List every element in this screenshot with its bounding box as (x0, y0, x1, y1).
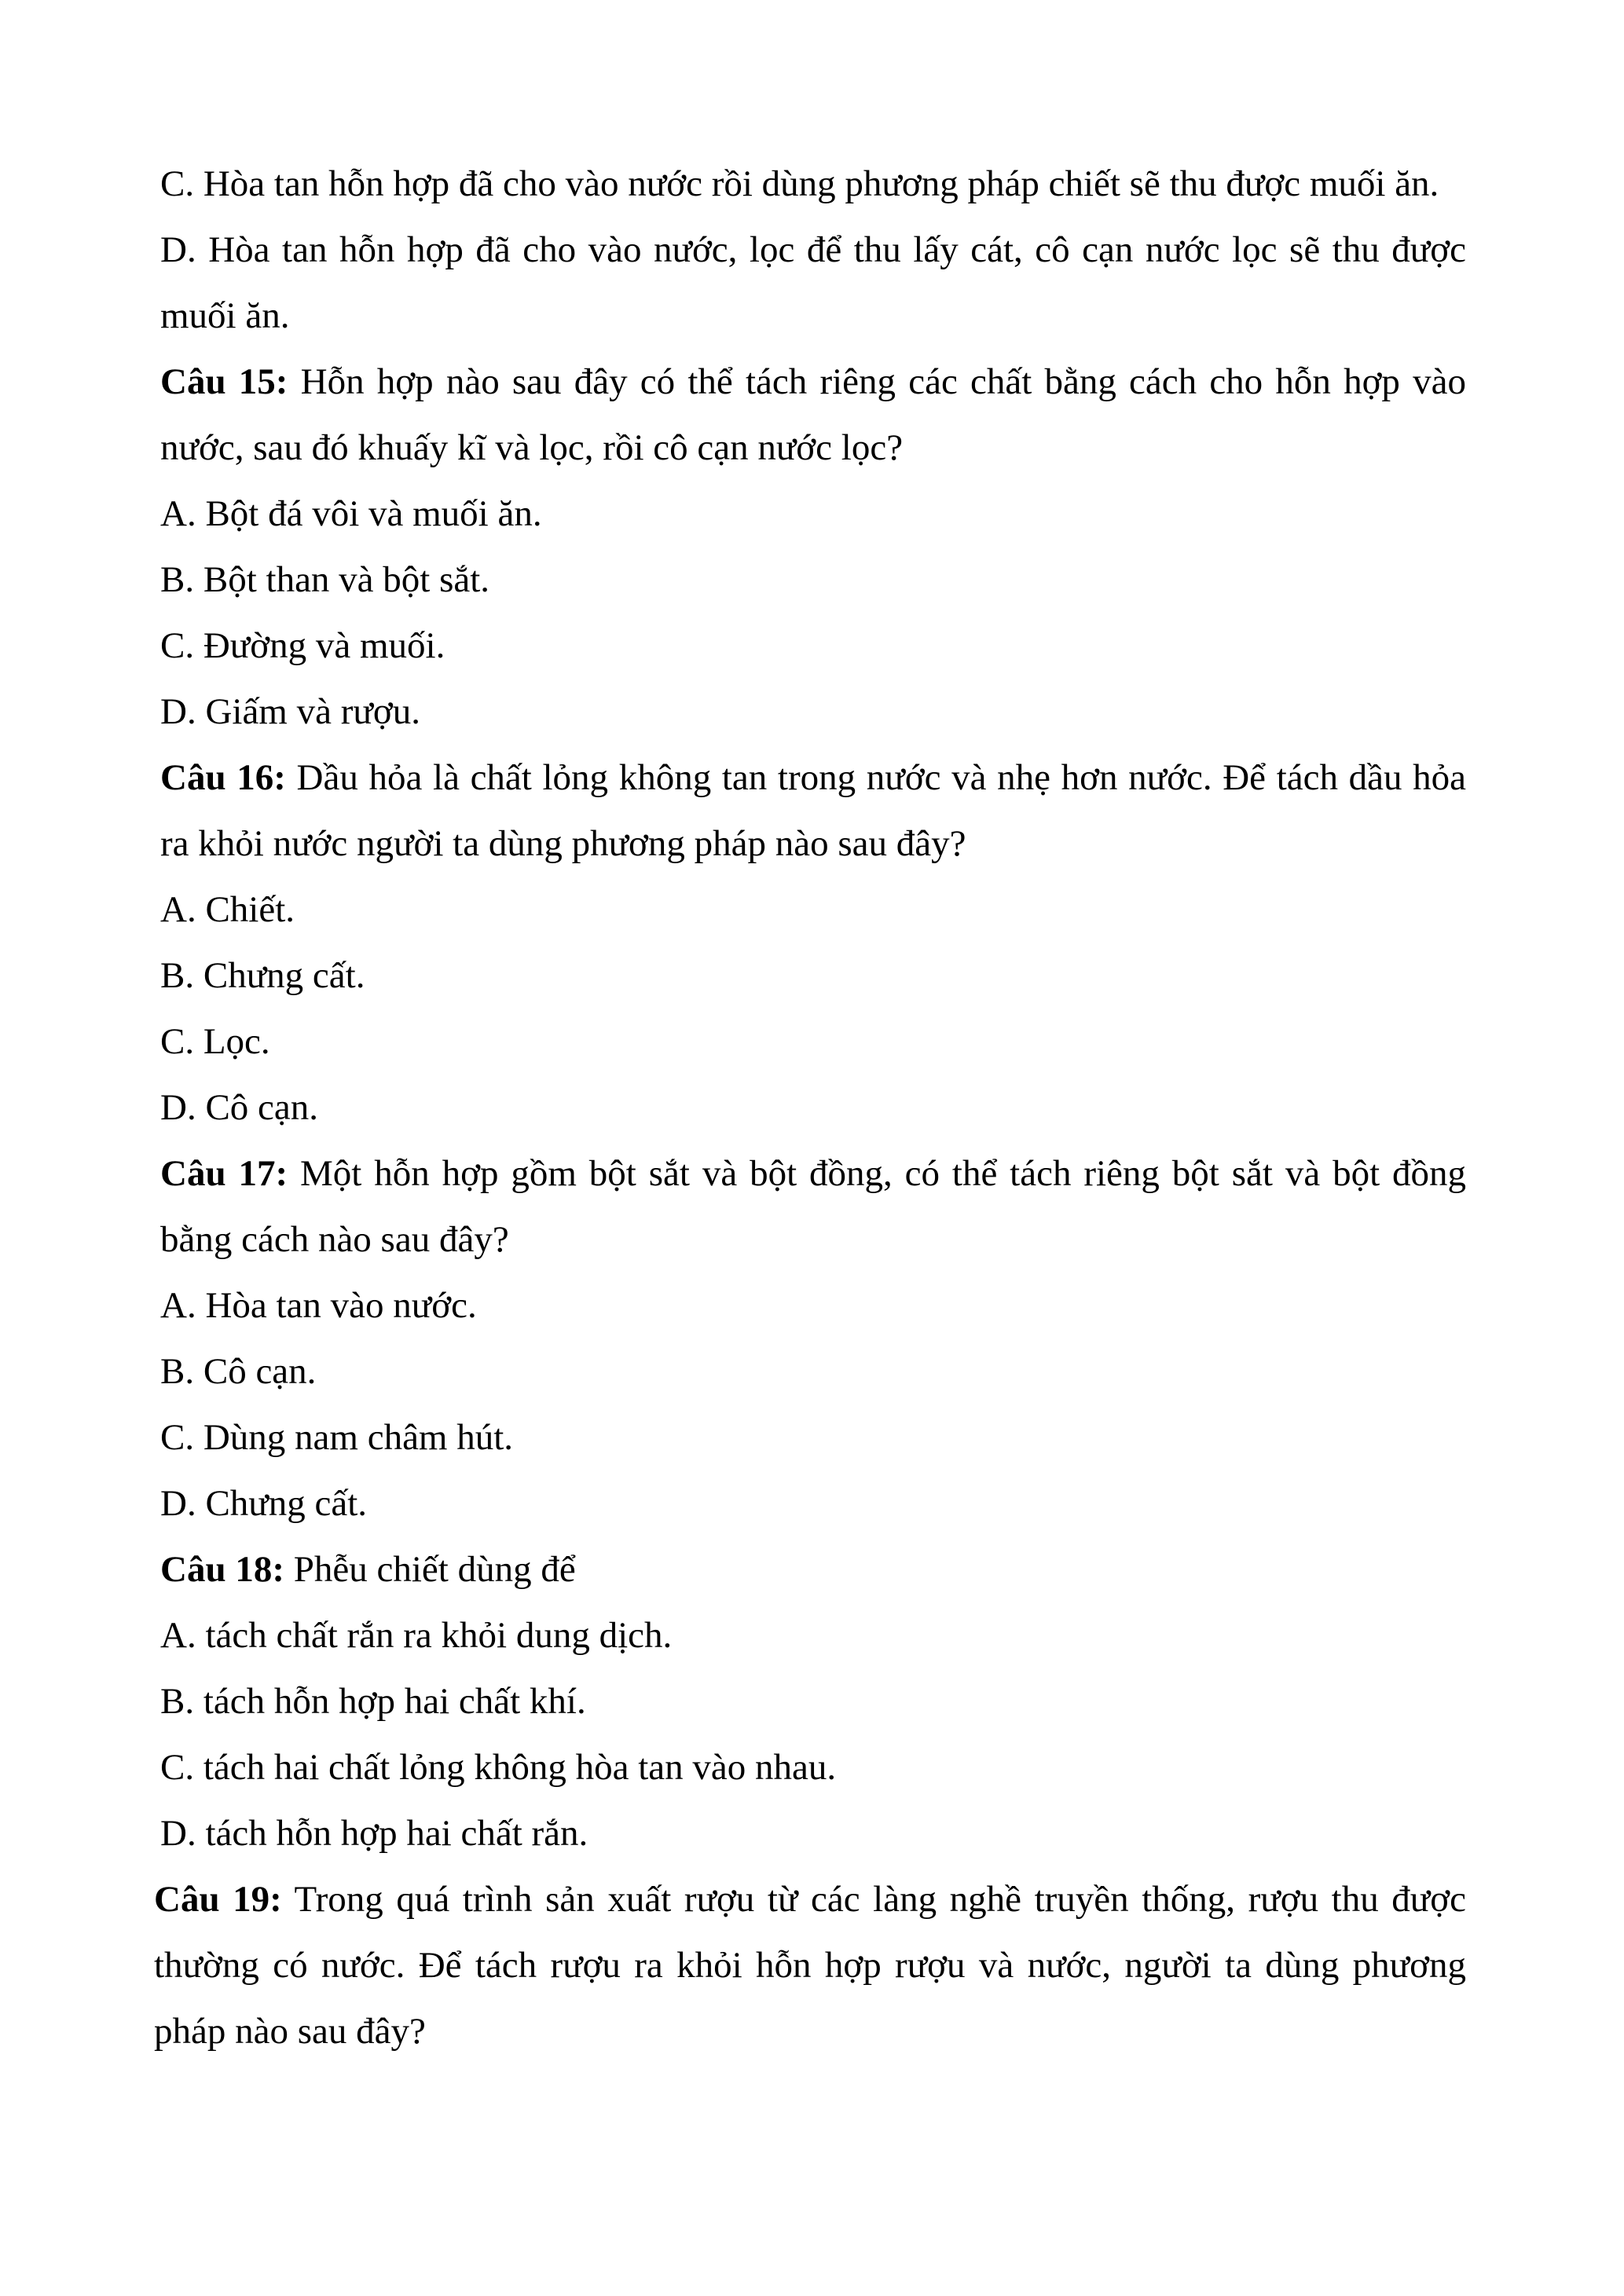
question-19-label: Câu 19: (154, 1879, 282, 1920)
question-15-text: Hỗn hợp nào sau đây có thể tách riêng các chất bằng cách cho hỗn hợp vào nước, sau đó khuấy kĩ và lọc, rồi cô cạn nước lọc? (160, 361, 1466, 468)
option-18a: A. tách chất rắn ra khỏi dung dịch. (160, 1615, 673, 1656)
option-16a: A. Chiết. (160, 889, 295, 930)
option-17b: B. Cô cạn. (160, 1351, 317, 1392)
option-16c: C. Lọc. (160, 1021, 270, 1062)
question-15-label: Câu 15: (160, 361, 288, 402)
question-16-label: Câu 16: (160, 757, 286, 798)
option-15b: B. Bột than và bột sắt. (160, 559, 490, 600)
option-15d: D. Giấm và rượu. (160, 691, 420, 732)
option-14d: D. Hòa tan hỗn hợp đã cho vào nước, lọc để thu lấy cát, cô cạn nước lọc sẽ thu được muối ăn. (160, 229, 1466, 336)
document-content (154, 151, 1467, 2064)
option-17c: C. Dùng nam châm hút. (160, 1417, 514, 1458)
question-16-text: Dầu hỏa là chất lỏng không tan trong nước và nhẹ hơn nước. Để tách dầu hỏa ra khỏi nước người ta dùng phương pháp nào sau đây? (160, 757, 1466, 864)
option-16d: D. Cô cạn. (160, 1087, 319, 1128)
option-18d: D. tách hỗn hợp hai chất rắn. (160, 1813, 588, 1854)
option-16b: B. Chưng cất. (160, 955, 365, 996)
option-15c: C. Đường và muối. (160, 625, 445, 666)
question-18-label: Câu 18: (160, 1549, 284, 1590)
option-17d: D. Chưng cất. (160, 1483, 368, 1524)
option-17a: A. Hòa tan vào nước. (160, 1285, 477, 1326)
question-16 (160, 745, 1466, 877)
option-15a: A. Bột đá vôi và muối ăn. (160, 493, 542, 534)
question-19 (154, 1866, 1466, 2064)
question-17-label: Câu 17: (160, 1153, 288, 1194)
option-14c: C. Hòa tan hỗn hợp đã cho vào nước rồi dùng phương pháp chiết sẽ thu được muối ăn. (160, 163, 1439, 204)
option-18b: B. tách hỗn hợp hai chất khí. (160, 1681, 586, 1722)
question-17-text: Một hỗn hợp gồm bột sắt và bột đồng, có thể tách riêng bột sắt và bột đồng bằng cách nào sau đây? (160, 1153, 1467, 1260)
question-15 (160, 349, 1466, 481)
question-19-text: Trong quá trình sản xuất rượu từ các làng nghề truyền thống, rượu thu được thường có nước. Để tách rượu ra khỏi hỗn hợp rượu và nước, người ta dùng phương pháp nào sau đây? (154, 1879, 1466, 2052)
option-18c: C. tách hai chất lỏng không hòa tan vào nhau. (160, 1747, 837, 1788)
question-17 (160, 1141, 1466, 1273)
question-18-text: Phễu chiết dùng để (284, 1549, 576, 1590)
question-18 (160, 1536, 1466, 1602)
